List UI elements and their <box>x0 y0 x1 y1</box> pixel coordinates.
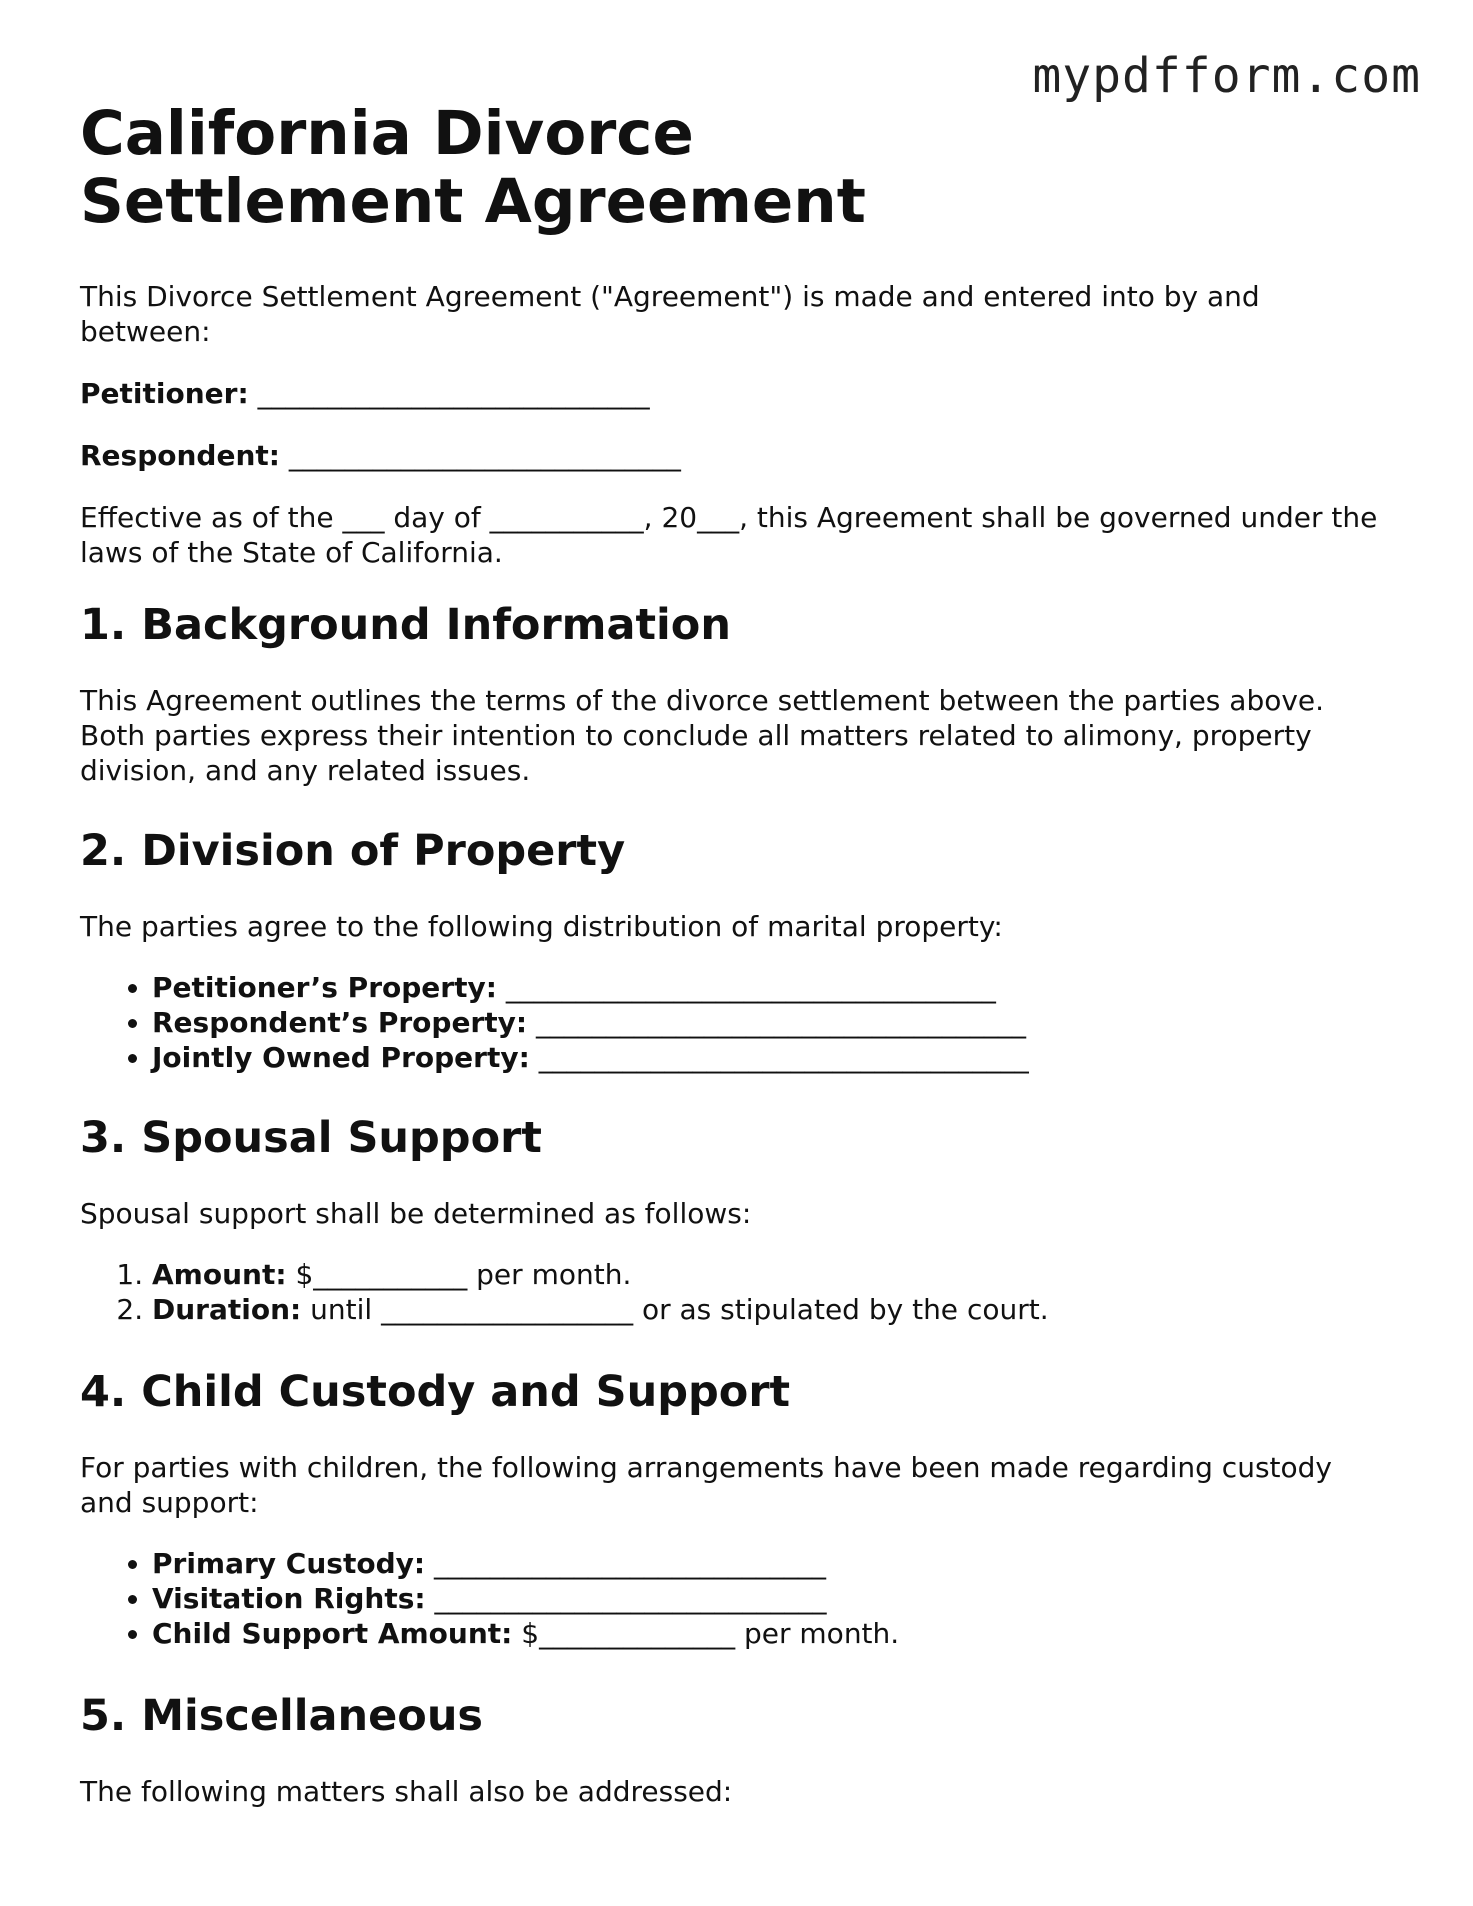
respondent-blank[interactable]: ____________________________ <box>288 439 681 472</box>
custody-list <box>80 1546 1380 1651</box>
respondent-label: Respondent: <box>80 439 280 472</box>
section-custody-text: For parties with children, the following arrangements have been made regarding custody and support: <box>80 1451 1332 1519</box>
list-item-label: Primary Custody: <box>152 1547 426 1580</box>
list-item-blank[interactable]: ___________________________________ <box>505 971 996 1004</box>
list-item-blank[interactable]: $______________ per month. <box>521 1617 900 1650</box>
document-title: California Divorce Settlement Agreement <box>80 98 866 237</box>
list-item-label: Respondent’s Property: <box>152 1006 528 1039</box>
list-item <box>152 1581 1380 1616</box>
list-item-label: Visitation Rights: <box>152 1582 426 1615</box>
list-item-blank[interactable]: until __________________ or as stipulated by the court. <box>310 1293 1049 1326</box>
petitioner-line <box>80 376 1380 411</box>
list-item-label: Jointly Owned Property: <box>152 1041 530 1074</box>
intro-paragraph: This Divorce Settlement Agreement ("Agreement") is made and entered into by and between: <box>80 280 1260 348</box>
effective-paragraph: Effective as of the ___ day of ___________, 20___, this Agreement shall be governed under the laws of the State of California. <box>80 501 1378 569</box>
section-support-heading: 3. Spousal Support <box>80 1113 542 1163</box>
list-item-blank[interactable]: ___________________________________ <box>535 1006 1026 1039</box>
list-item <box>152 1040 1380 1075</box>
list-item <box>152 970 1380 1005</box>
list-item-blank[interactable]: ____________________________ <box>434 1582 827 1615</box>
section-property-text: The parties agree to the following distribution of marital property: <box>80 910 1003 943</box>
list-item-label: Amount: <box>152 1258 287 1291</box>
list-item-blank[interactable]: $___________ per month. <box>295 1258 632 1291</box>
list-item-label: Petitioner’s Property: <box>152 971 497 1004</box>
section-misc-text: The following matters shall also be addressed: <box>80 1775 733 1808</box>
property-list <box>80 970 1380 1075</box>
section-misc-heading: 5. Miscellaneous <box>80 1691 484 1741</box>
section-background-heading: 1. Background Information <box>80 600 731 650</box>
petitioner-blank[interactable]: ____________________________ <box>257 377 650 410</box>
section-custody-heading: 4. Child Custody and Support <box>80 1367 791 1417</box>
list-item-label: Duration: <box>152 1293 302 1326</box>
petitioner-label: Petitioner: <box>80 377 249 410</box>
list-item <box>152 1257 1380 1292</box>
list-item <box>152 1616 1380 1651</box>
list-item <box>152 1005 1380 1040</box>
list-item-blank[interactable]: ____________________________ <box>433 1547 826 1580</box>
list-item-label: Child Support Amount: <box>152 1617 513 1650</box>
section-property-heading: 2. Division of Property <box>80 826 626 876</box>
list-item-blank[interactable]: ___________________________________ <box>538 1041 1029 1074</box>
section-support-text: Spousal support shall be determined as follows: <box>80 1197 752 1230</box>
respondent-line <box>80 438 1380 473</box>
document-page <box>80 100 1380 1809</box>
section-background-text: This Agreement outlines the terms of the divorce settlement between the parties above. Both parties express their intention to conclude all matters related to alimony, property division, and any related issues. <box>80 684 1325 787</box>
list-item <box>152 1292 1380 1327</box>
support-list <box>80 1257 1380 1327</box>
list-item <box>152 1546 1380 1581</box>
watermark: mypdfform.com <box>1032 48 1421 104</box>
